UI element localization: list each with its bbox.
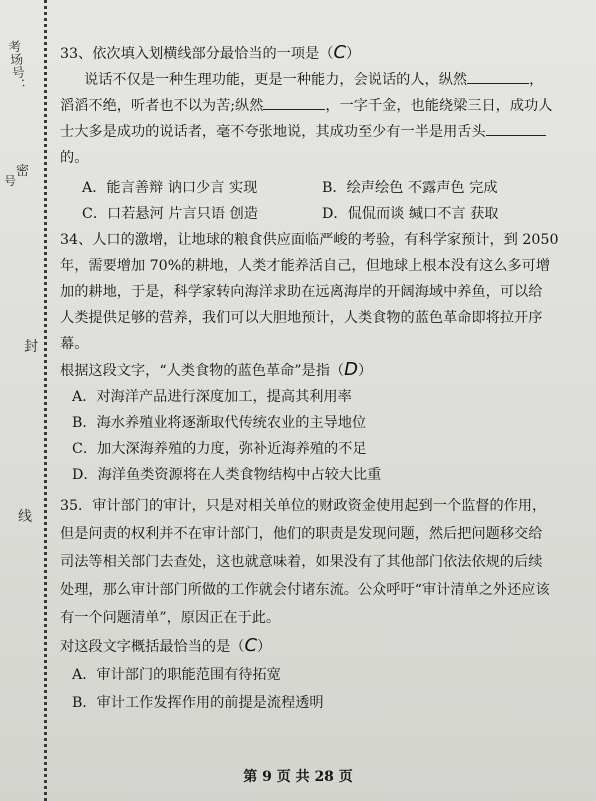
q35-option-b: B．审计工作发挥作用的前提是流程透明: [72, 695, 324, 711]
q33-passage-line: 的。: [60, 150, 89, 166]
question-33: [60, 40, 580, 227]
sidebar-seal-mark-2: 封: [24, 339, 38, 355]
q35-passage-line: 有一个问题清单”，原因正在于此。: [60, 610, 281, 626]
q33-stem: 33、依次填入划横线部分最恰当的一项是（C）: [60, 42, 361, 63]
q34-handwritten-answer: D: [344, 359, 358, 380]
question-35: [60, 492, 580, 717]
q34-passage-line: 人类提供足够的营养，我们可以大胆地预计，人类食物的蓝色革命即将拉开序: [60, 310, 543, 326]
q34-passage-line: 34、人口的激增，让地球的粮食供应面临严峻的考验，有科学家预计，到 2050: [60, 232, 559, 248]
sidebar-seal-mark: 密: [16, 164, 30, 179]
q34-option-b: B．海水养殖业将逐渐取代传统农业的主导地位: [72, 415, 367, 431]
blank-1: [467, 69, 529, 84]
q34-option-a: A．对海洋产品进行深度加工，提高其利用率: [72, 389, 352, 405]
q35-option-a: A．审计部门的职能范围有待拓宽: [72, 667, 281, 683]
blank-2: [263, 95, 325, 110]
q34-question: 根据这段文字，“人类食物的蓝色革命”是指（D）: [60, 359, 373, 380]
q34-option-c: C．加大深海养殖的力度，弥补近海养殖的不足: [72, 441, 367, 457]
q33-options: [60, 175, 580, 227]
q35-question: 对这段文字概括最恰当的是（C）: [60, 635, 272, 656]
q33-option-c: C．口若悬河 片言只语 创造: [82, 206, 258, 222]
q33-option-a: A．能言善辩 讷口少言 实现: [82, 180, 258, 196]
exam-content: [60, 40, 580, 717]
q33-passage-line: 士大多是成功的说话者，毫不夸张地说，其成功至少有一半是用舌头: [60, 119, 580, 145]
q34-passage-line: 幕。: [60, 336, 89, 352]
question-34: [60, 227, 580, 488]
q34-passage-line: 加的耕地，于是，科学家转向海洋求助在远离海岸的开阔海域中养鱼，可以给: [60, 284, 543, 300]
q35-passage-line: 但是问责的权利并不在审计部门，他们的职责是发现问题，然后把问题移交给: [60, 526, 543, 542]
q33-passage-line: 说话不仅是一种生理功能，更是一种能力，会说话的人，纵然 ，: [60, 67, 580, 93]
q33-handwritten-answer: C: [333, 42, 347, 63]
q35-handwritten-answer: C: [244, 635, 258, 656]
sidebar-exam-room-label: 考场号：: [4, 39, 27, 93]
sidebar-number-mark: 号: [4, 174, 17, 188]
q35-passage-line: 司法等相关部门去查处，这也就意味着，如果没有了其他部门依法依规的后续: [60, 554, 543, 570]
blank-3: [486, 121, 546, 136]
q34-option-d: D．海洋鱼类资源将在人类食物结构中占较大比重: [72, 467, 382, 483]
q35-passage-line: 35．审计部门的审计，只是对相关单位的财政资金使用起到一个监督的作用，: [60, 498, 547, 514]
q33-option-b: B．绘声绘色 不露声色 完成: [322, 180, 498, 196]
page-footer: 第 9 页 共 28 页: [243, 769, 353, 785]
sidebar-line-mark: 线: [18, 509, 32, 525]
q33-passage-line: 滔滔不绝，听者也不以为苦;纵然 ，一字千金，也能绕梁三日，成功人: [60, 93, 580, 119]
q35-passage-line: 处理，那么审计部门所做的工作就会付诸东流。公众呼吁“审计清单之外还应该: [60, 582, 550, 598]
q34-passage-line: 年，需要增加 70%的耕地，人类才能养活自己，但地球上根本没有这么多可增: [60, 258, 551, 274]
q33-option-d: D．侃侃而谈 缄口不言 获取: [322, 206, 499, 222]
binding-line: [44, 0, 47, 801]
